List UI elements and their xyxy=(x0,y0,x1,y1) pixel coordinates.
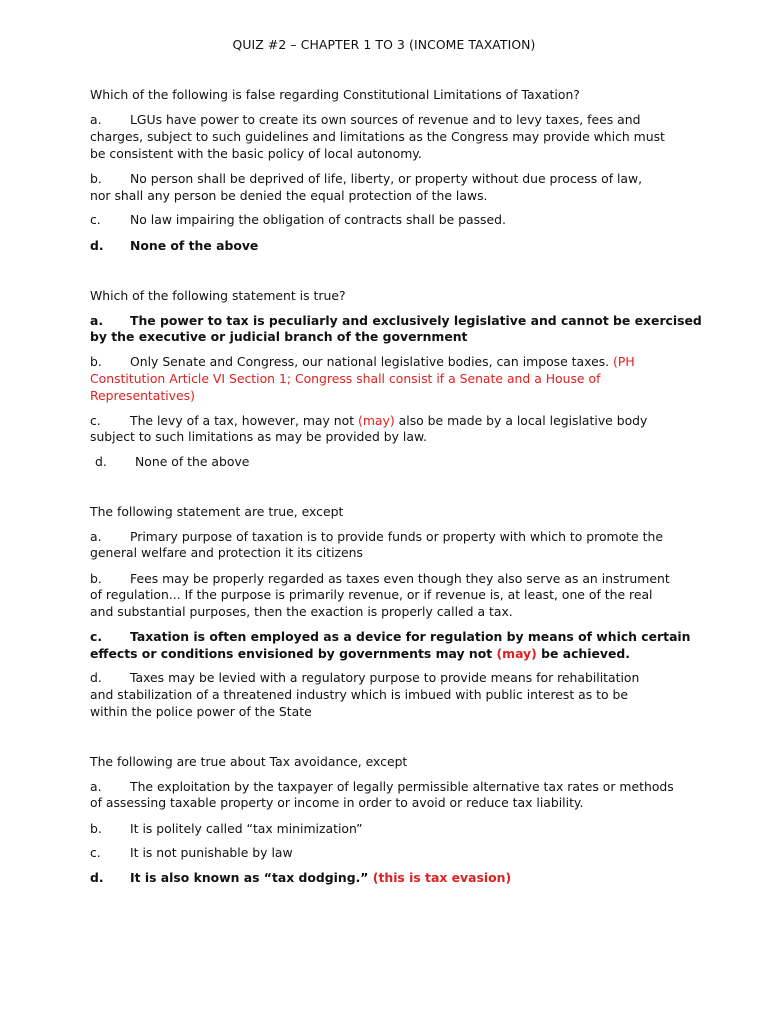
option-letter: c. xyxy=(90,212,101,227)
q2-option-b-line1 xyxy=(90,354,690,371)
option-letter: d. xyxy=(90,670,102,685)
q3-option-b-line3: and substantial purposes, then the exaction is properly called a tax. xyxy=(90,604,513,619)
q4-question: The following are true about Tax avoidance, except xyxy=(90,754,408,769)
q3-option-c-answer-line1 xyxy=(90,629,690,646)
q2-option-b-note-line2: Constitution Article VI Section 1; Congress shall consist if a Senate and a House of xyxy=(90,371,601,386)
option-letter: b. xyxy=(90,571,102,586)
q2-option-d xyxy=(95,454,695,471)
option-text: It is politely called “tax minimization” xyxy=(130,821,363,836)
option-letter: c. xyxy=(90,629,103,644)
q1-option-b-line2: nor shall any person be denied the equal protection of the laws. xyxy=(90,188,488,203)
q4-option-d-answer xyxy=(90,870,690,887)
q2-option-a-answer-line1 xyxy=(90,313,702,330)
option-text: also be made by a local legislative body xyxy=(398,413,648,428)
q1-option-a-line2: charges, subject to such guidelines and limitations as the Congress may provide which must xyxy=(90,129,665,144)
option-letter: d. xyxy=(90,238,104,253)
option-text: None of the above xyxy=(130,238,259,253)
option-letter: c. xyxy=(90,413,101,428)
q3-option-b-line1 xyxy=(90,571,690,588)
q3-question: The following statement are true, except xyxy=(90,504,344,519)
answer-note: (this is tax evasion) xyxy=(372,870,512,885)
option-letter: d. xyxy=(90,870,104,885)
q4-option-a-line2: of assessing taxable property or income in order to avoid or reduce tax liability. xyxy=(90,795,584,810)
option-text: Taxation is often employed as a device for regulation by means of which certain xyxy=(130,629,691,644)
option-text: No person shall be deprived of life, liberty, or property without due process of law, xyxy=(130,171,643,186)
q1-option-a-line3: be consistent with the basic policy of local autonomy. xyxy=(90,146,422,161)
q3-option-a-line2: general welfare and protection it its citizens xyxy=(90,545,363,560)
q1-question: Which of the following is false regarding Constitutional Limitations of Taxation? xyxy=(90,87,580,102)
q1-option-d-answer xyxy=(90,238,690,255)
option-letter: a. xyxy=(90,313,104,328)
option-text: Primary purpose of taxation is to provide funds or property with which to promote the xyxy=(130,529,663,544)
q1-option-a-line1 xyxy=(90,112,690,129)
option-letter: a. xyxy=(90,112,102,127)
option-text: No law impairing the obligation of contracts shall be passed. xyxy=(130,212,506,227)
q2-option-b-note-line3: Representatives) xyxy=(90,388,195,403)
option-letter: b. xyxy=(90,171,102,186)
q3-option-c-answer-line2 xyxy=(90,646,690,663)
option-text: It is also known as “tax dodging.” xyxy=(130,870,369,885)
correction-note: (may) xyxy=(358,413,395,428)
option-letter: d. xyxy=(95,454,107,469)
option-letter: c. xyxy=(90,845,101,860)
correction-note: (may) xyxy=(496,646,537,661)
q4-option-b xyxy=(90,821,690,838)
option-text: It is not punishable by law xyxy=(130,845,293,860)
q4-option-c xyxy=(90,845,690,862)
q1-option-b-line1 xyxy=(90,171,690,188)
option-text: The exploitation by the taxpayer of legally permissible alternative tax rates or methods xyxy=(130,779,674,794)
option-text: The power to tax is peculiarly and exclusively legislative and cannot be exercised xyxy=(130,313,702,328)
q2-option-c-line2: subject to such limitations as may be provided by law. xyxy=(90,429,427,444)
q2-option-c-line1 xyxy=(90,413,690,430)
option-letter: a. xyxy=(90,529,102,544)
q3-option-a-line1 xyxy=(90,529,690,546)
option-text: Only Senate and Congress, our national legislative bodies, can impose taxes. xyxy=(130,354,610,369)
option-letter: b. xyxy=(90,821,102,836)
q4-option-a-line1 xyxy=(90,779,690,796)
option-text: effects or conditions envisioned by governments may not xyxy=(90,646,493,661)
option-letter: a. xyxy=(90,779,102,794)
option-text: Fees may be properly regarded as taxes even though they also serve as an instrument xyxy=(130,571,670,586)
q3-option-b-line2: of regulation... If the purpose is primarily revenue, or if revenue is, at least, one of the real xyxy=(90,587,653,602)
q2-question: Which of the following statement is true? xyxy=(90,288,346,303)
option-text: None of the above xyxy=(135,454,250,469)
q2-option-a-answer-line2: by the executive or judicial branch of the government xyxy=(90,329,468,344)
option-letter: b. xyxy=(90,354,102,369)
q3-option-d-line2: and stabilization of a threatened industry which is imbued with public interest as to be xyxy=(90,687,629,702)
q3-option-d-line1 xyxy=(90,670,690,687)
option-text: Taxes may be levied with a regulatory purpose to provide means for rehabilitation xyxy=(130,670,640,685)
q1-option-c xyxy=(90,212,690,229)
q3-option-d-line3: within the police power of the State xyxy=(90,704,312,719)
page-title: QUIZ #2 – CHAPTER 1 TO 3 (INCOME TAXATION) xyxy=(232,37,536,52)
option-text: be achieved. xyxy=(541,646,630,661)
answer-note: (PH xyxy=(613,354,635,369)
option-text: LGUs have power to create its own sources of revenue and to levy taxes, fees and xyxy=(130,112,641,127)
option-text: The levy of a tax, however, may not xyxy=(130,413,355,428)
